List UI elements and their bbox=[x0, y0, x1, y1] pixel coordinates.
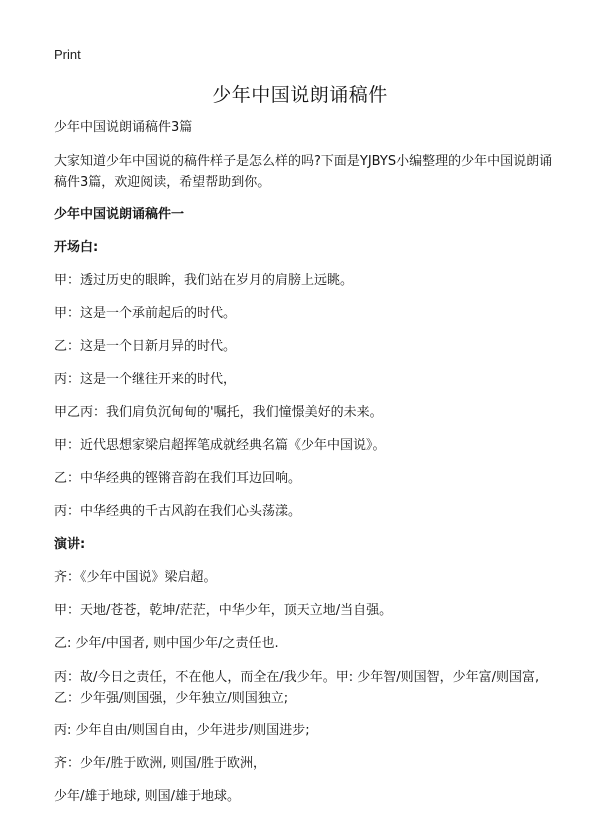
document-body bbox=[54, 118, 554, 807]
speech-line: 齐：《少年中国说》梁启超。 bbox=[54, 570, 217, 585]
speech-line: 丙: 少年自由/则国自由，少年进步/则国进步; bbox=[54, 723, 310, 738]
opening-line: 甲乙丙：我们肩负沉甸甸的'嘱托，我们憧憬美好的未来。 bbox=[54, 405, 383, 420]
opening-line: 丙：中华经典的千古风韵在我们心头荡漾。 bbox=[54, 504, 302, 519]
opening-heading: 开场白: bbox=[54, 240, 99, 255]
speech-line: 甲：天地/苍苍，乾坤/茫茫，中华少年，顶天立地/当自强。 bbox=[54, 603, 393, 618]
speech-heading: 演讲: bbox=[54, 537, 86, 552]
speech-line: 少年/雄于地球, 则国/雄于地球。 bbox=[54, 789, 241, 804]
opening-line: 甲：近代思想家梁启超挥笔成就经典名篇《少年中国说》。 bbox=[54, 438, 386, 453]
speech-line: 齐：少年/胜于欧洲, 则国/胜于欧洲， bbox=[54, 756, 267, 771]
print-link[interactable]: Print bbox=[54, 47, 81, 62]
document-subtitle: 少年中国说朗诵稿件3篇 bbox=[54, 120, 193, 135]
intro-paragraph: 大家知道少年中国说的稿件样子是怎么样的吗?下面是YJBYS小编整理的少年中国说朗诵稿件3篇，欢迎阅读，希望帮助到你。 bbox=[54, 154, 553, 190]
opening-line: 甲：透过历史的眼眸，我们站在岁月的肩膀上远眺。 bbox=[54, 273, 354, 288]
opening-line: 甲：这是一个承前起后的时代。 bbox=[54, 306, 237, 321]
section-heading: 少年中国说朗诵稿件一 bbox=[54, 207, 185, 222]
speech-line: 乙: 少年/中国者, 则中国少年/之责任也. bbox=[54, 636, 279, 651]
page-title: 少年中国说朗诵稿件 bbox=[212, 84, 388, 106]
opening-line: 乙：中华经典的铿锵音韵在我们耳边回响。 bbox=[54, 471, 302, 486]
opening-line: 乙：这是一个日新月异的时代。 bbox=[54, 339, 237, 354]
opening-line: 丙：这是一个继往开来的时代， bbox=[54, 372, 237, 387]
speech-line: 丙：故/今日之责任，不在他人，而全在/我少年。甲: 少年智/则国智，少年富/则国富,乙：少年强/则国强，少年独立/则国独立; bbox=[54, 670, 540, 706]
